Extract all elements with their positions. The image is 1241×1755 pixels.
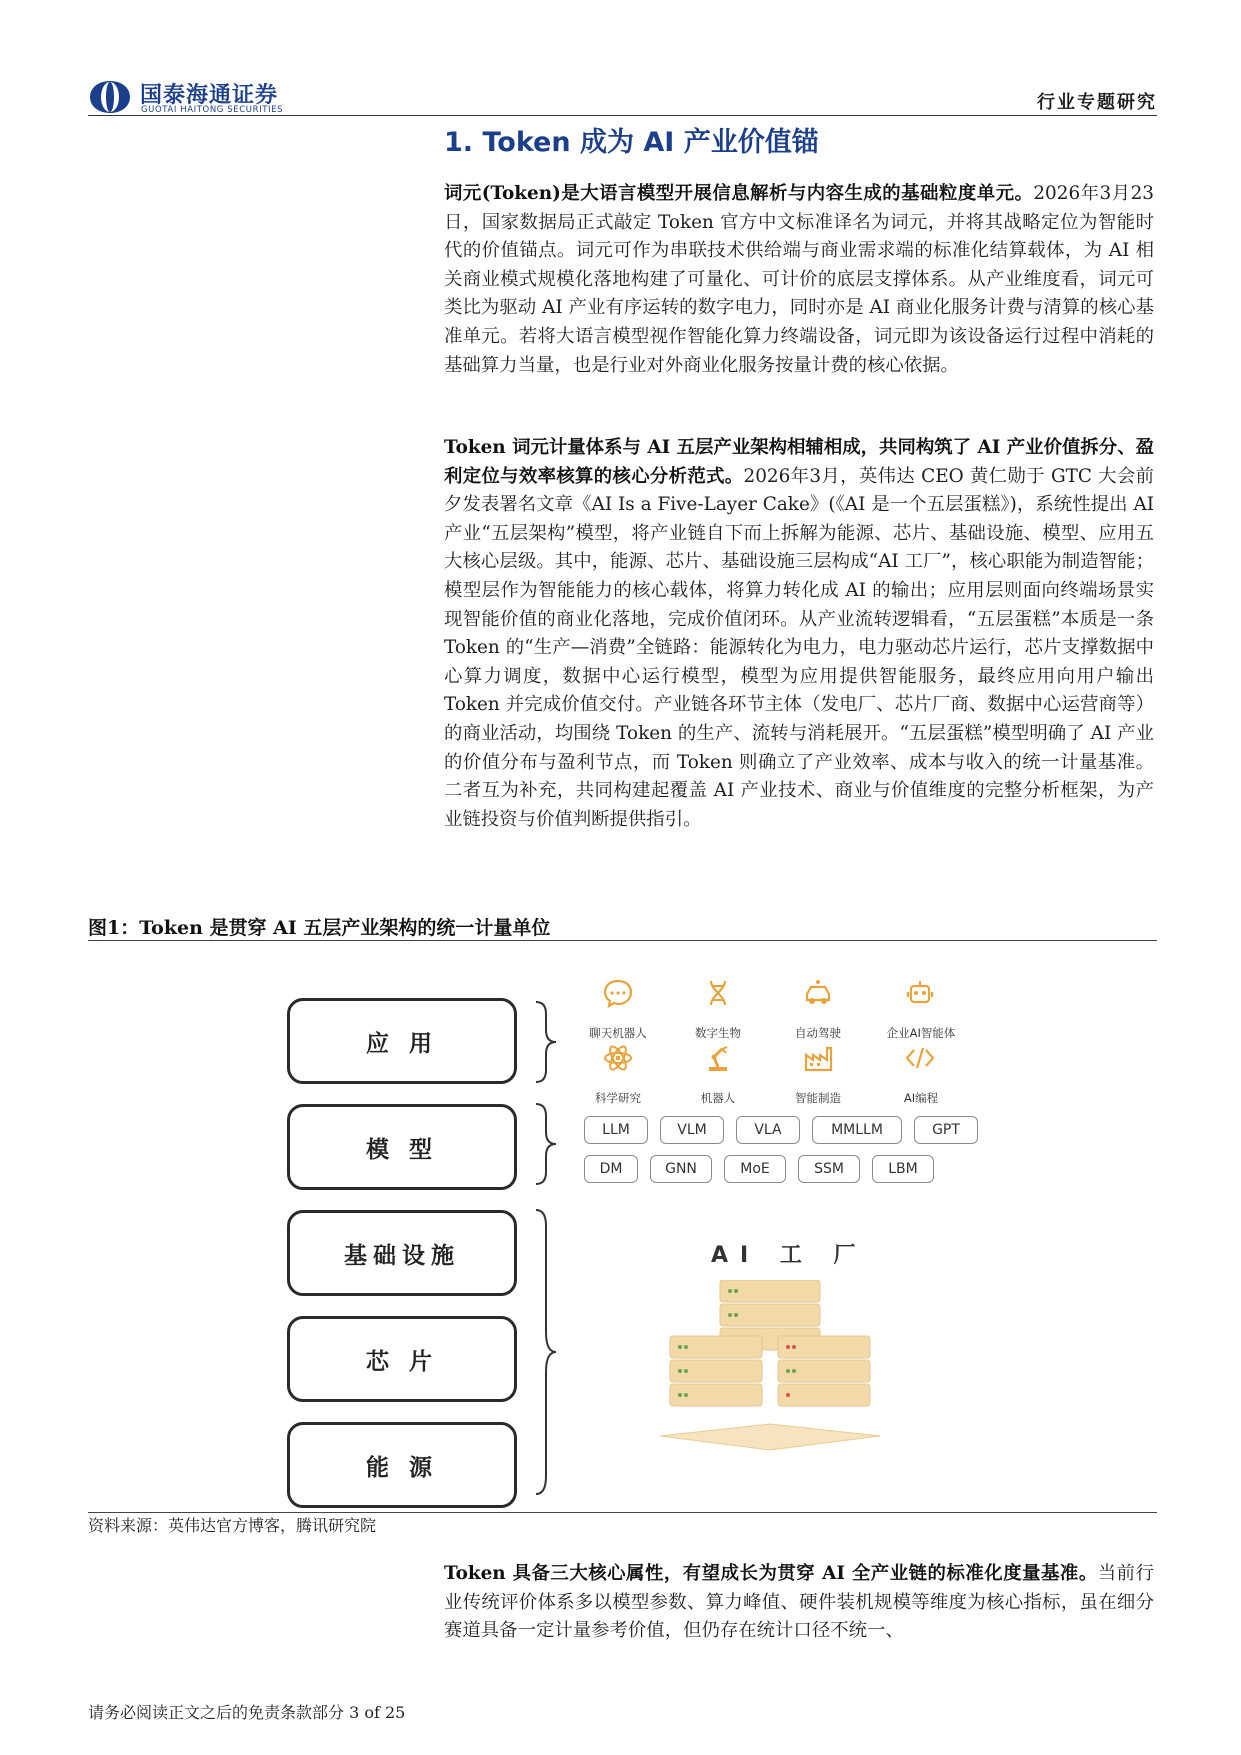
chat-bubble-icon (600, 978, 636, 1008)
model-chip: MMLLM (812, 1116, 902, 1144)
braces-icon (532, 990, 562, 1510)
logo-mark-icon (88, 80, 132, 114)
model-chip: SSM (798, 1155, 860, 1183)
layer-energy (287, 1422, 517, 1508)
layer-label: 能 源 (365, 1454, 438, 1481)
layer-label: 应 用 (365, 1030, 438, 1057)
logo-text-en: GUOTAI HAITONG SECURITIES (141, 105, 284, 115)
app-label-ai-coding: AI编程 (903, 1091, 939, 1105)
report-type-label: 行业专题研究 (1037, 92, 1157, 113)
model-chip: DM (584, 1155, 638, 1183)
model-chip: GNN (650, 1155, 712, 1183)
car-icon (800, 978, 836, 1008)
paragraph-body: 当前行业传统评价体系多以模型参数、算力峰值、硬件装机规模等维度为核心指标，虽在细分赛道具备一定计量参考价值，但仍存在统计口径不统一、 (444, 1563, 1154, 1642)
model-chip: VLA (736, 1116, 800, 1144)
app-label-digital-bio: 数字生物 (695, 1026, 741, 1040)
app-label-smart-manufacturing: 智能制造 (795, 1091, 841, 1105)
atom-icon (600, 1043, 636, 1073)
model-chip: GPT (914, 1116, 978, 1144)
model-chip: MoE (724, 1155, 786, 1183)
layer-label: 芯 片 (365, 1348, 438, 1375)
section-heading: 1. Token 成为 AI 产业价值锚 (444, 127, 819, 158)
paragraph-token-definition (444, 180, 1154, 380)
layer-label: 基础设施 (344, 1242, 460, 1269)
robot-arm-icon (700, 1043, 736, 1073)
paragraph-five-layer (444, 434, 1154, 834)
paragraph-lead: 词元(Token)是大语言模型开展信息解析与内容生成的基础粒度单元。 (444, 183, 1034, 204)
model-chip: LLM (584, 1116, 648, 1144)
figure-source: 资料来源：英伟达官方博客，腾讯研究院 (88, 1516, 377, 1535)
robot-head-icon (902, 978, 938, 1008)
layer-model (287, 1104, 517, 1190)
figure-top-rule (88, 940, 1157, 941)
header-divider (88, 115, 1157, 116)
factory-icon (800, 1043, 836, 1073)
app-label-autonomous-driving: 自动驾驶 (795, 1026, 841, 1040)
figure-caption: 图1：Token 是贯穿 AI 五层产业架构的统一计量单位 (88, 917, 551, 939)
layer-chip (287, 1316, 517, 1402)
paragraph-lead: Token 词元计量体系与 AI 五层产业架构相辅相成，共同构筑了 AI 产业价值拆分、盈利定位与效率核算的核心分析范式。 (444, 437, 1154, 487)
layer-infrastructure (287, 1210, 517, 1296)
company-logo (88, 78, 418, 118)
model-chip: VLM (660, 1116, 724, 1144)
footer-disclaimer: 请务必阅读正文之后的免责条款部分 3 of 25 (88, 1703, 406, 1722)
app-label-science: 科学研究 (595, 1091, 641, 1105)
app-label-enterprise-agent: 企业AI智能体 (886, 1026, 956, 1040)
layer-application (287, 998, 517, 1084)
app-label-chatbot: 聊天机器人 (589, 1026, 647, 1040)
code-brackets-icon (902, 1043, 938, 1073)
logo-text-cn: 国泰海通证券 (140, 83, 279, 108)
app-label-robotics: 机器人 (700, 1091, 736, 1105)
ai-factory-label: AI 工 厂 (711, 1243, 868, 1268)
paragraph-body: 2026年3月23日，国家数据局正式敲定 Token 官方中文标准译名为词元，并将其战略定位为智能时代的价值锚点。词元可作为串联技术供给端与商业需求端的标准化结算载体，为 AI 相关商业模式规模化落地构建了可量化、可计价的底层支撑体系。从产业维度看，词元可类比为驱动 AI 产业有序运转的数字电力，同时亦是 AI 商业化服务计费与清算的核心基准单元。若将大语言模型视作智能化算力终端设备，词元即为该设备运行过程中消耗的基础算力当量，也是行业对外商业化服务按量计费的核心依据。 (444, 183, 1155, 376)
model-chip: LBM (872, 1155, 934, 1183)
dna-icon (700, 978, 736, 1008)
layer-label: 模 型 (365, 1136, 438, 1163)
paragraph-body: 2026年3月，英伟达 CEO 黄仁勋于 GTC 大会前夕发表署名文章《AI Is a Five-Layer Cake》(《AI 是一个五层蛋糕》)，系统性提出 AI 产业“五层架构”模型，将产业链自下而上拆解为能源、芯片、基础设施、模型、应用五大核心层级。其中，能源、芯片、基础设施三层构成“AI 工厂”，核心职能为制造智能；模型层作为智能能力的核心载体，将算力转化成 AI 的输出；应用层则面向终端场景实现智能价值的商业化落地，完成价值闭环。从产业流转逻辑看，“五层蛋糕”本质是一条 Token 的“生产—消费”全链路：能源转化为电力，电力驱动芯片运行，芯片支撑数据中心算力调度，数据中心运行模型，模型为应用提供智能服务，最终应用向用户输出 Token 并完成价值交付。产业链各环节主体（发电厂、芯片厂商、数据中心运营商等）的商业活动，均围绕 Token 的生产、流转与消耗展开。“五层蛋糕”模型明确了 AI 产业的价值分布与盈利节点，而 Token 则确立了产业效率、成本与收入的统一计量基准。二者互为补充，共同构建起覆盖 AI 产业技术、商业与价值维度的完整分析框架，为产业链投资与价值判断提供指引。 (444, 465, 1155, 830)
paragraph-token-attributes (444, 1560, 1154, 1646)
server-stack-icon (660, 1280, 880, 1470)
paragraph-lead: Token 具备三大核心属性，有望成长为贯穿 AI 全产业链的标准化度量基准。 (444, 1563, 1098, 1584)
